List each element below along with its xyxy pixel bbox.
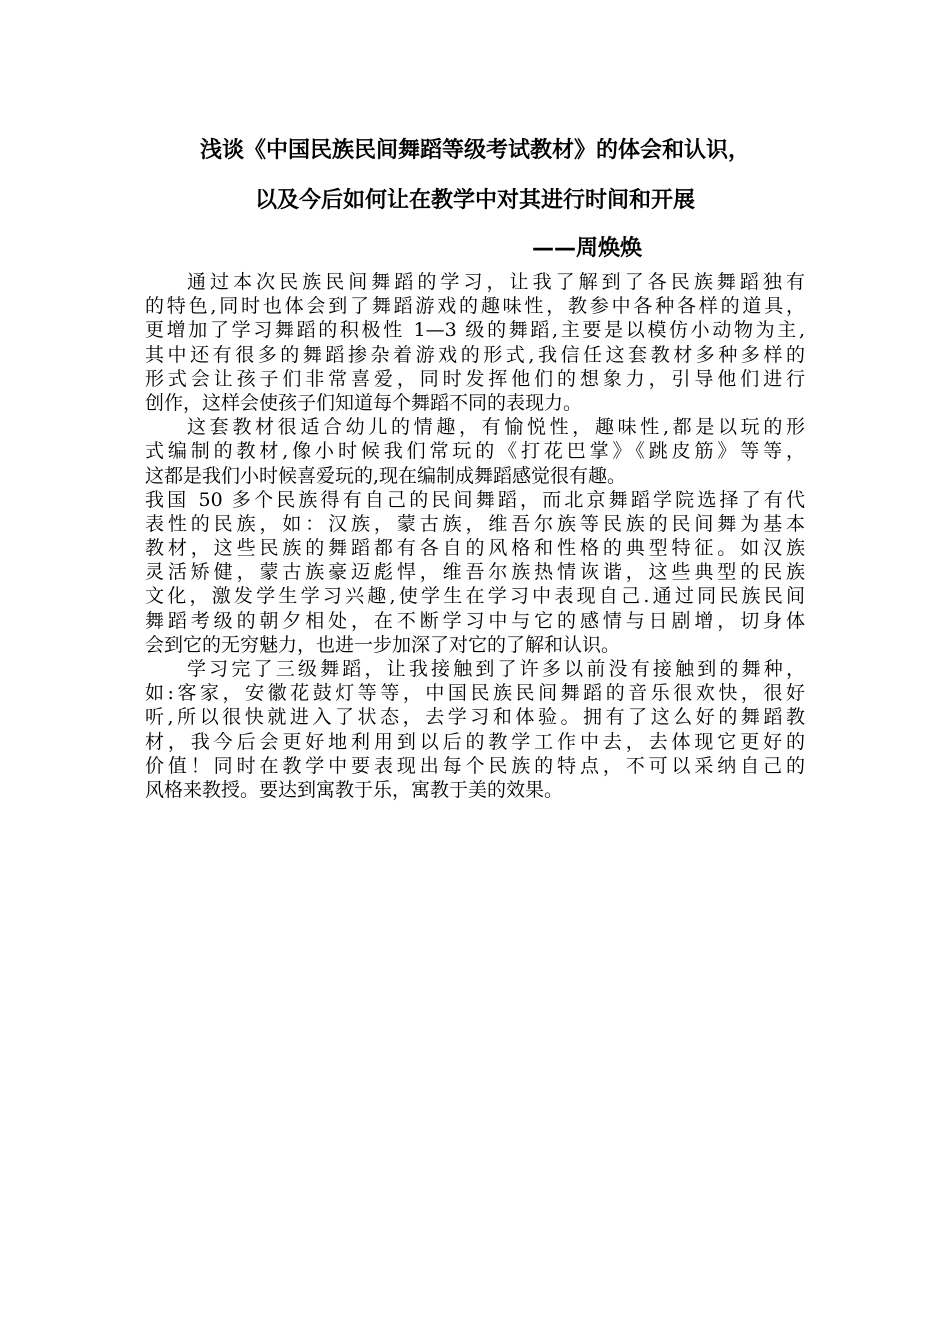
paragraph-line: 舞蹈考级的朝夕相处，在不断学习中与它的感情与日剧增，切身体 bbox=[145, 609, 805, 632]
paragraph-line: 表性的民族，如：汉族，蒙古族，维吾尔族等民族的民间舞为基本 bbox=[145, 512, 805, 535]
paragraph-line: 创作，这样会使孩子们知道每个舞蹈不同的表现力。 bbox=[145, 391, 583, 414]
paragraph-line: 式编制的教材,像小时候我们常玩的《打花巴掌》《跳皮筋》等等， bbox=[145, 440, 805, 463]
paragraph-line: 教材，这些民族的舞蹈都有各自的风格和性格的典型特征。如汉族 bbox=[145, 537, 805, 560]
paragraph-line: 形式会让孩子们非常喜爱，同时发挥他们的想象力，引导他们进行 bbox=[145, 367, 805, 390]
paragraph-line: 灵活矫健，蒙古族豪迈彪悍，维吾尔族热情诙谐，这些典型的民族 bbox=[145, 561, 805, 584]
paragraph-line: 这套教材很适合幼儿的情趣，有愉悦性，趣味性,都是以玩的形 bbox=[187, 416, 805, 439]
paragraph-line: 通过本次民族民间舞蹈的学习，让我了解到了各民族舞蹈独有 bbox=[187, 271, 805, 293]
paragraph-line: 会到它的无穷魅力，也进一步加深了对它的了解和认识。 bbox=[145, 633, 621, 656]
paragraph-line: 的特色,同时也体会到了舞蹈游戏的趣味性，教参中各种各样的道具， bbox=[145, 295, 805, 318]
paragraph-line: 我国 50 多个民族得有自己的民间舞蹈，而北京舞蹈学院选择了有代 bbox=[145, 488, 805, 511]
paragraph bbox=[145, 270, 805, 415]
document-body bbox=[145, 270, 805, 802]
paragraph-line: 听,所以很快就进入了状态，去学习和体验。拥有了这么好的舞蹈教 bbox=[145, 706, 805, 729]
paragraph-line: 如:客家，安徽花鼓灯等等，中国民族民间舞蹈的音乐很欢快，很好 bbox=[145, 682, 805, 705]
paragraph-line: 文化，激发学生学习兴趣,使学生在学习中表现自己.通过同民族民间 bbox=[145, 585, 805, 608]
paragraph bbox=[145, 657, 805, 802]
paragraph bbox=[145, 488, 805, 657]
paragraph-line: 其中还有很多的舞蹈掺杂着游戏的形式,我信任这套教材多种多样的 bbox=[145, 343, 805, 366]
paragraph-line: 这都是我们小时候喜爱玩的,现在编制成舞蹈感觉很有趣。 bbox=[145, 464, 627, 487]
paragraph-line: 学习完了三级舞蹈，让我接触到了许多以前没有接触到的舞种， bbox=[187, 658, 805, 680]
paragraph bbox=[145, 415, 805, 488]
document-author: ——周焕焕 bbox=[532, 236, 643, 261]
paragraph-line: 材，我今后会更好地利用到以后的教学工作中去，去体现它更好的 bbox=[145, 730, 805, 753]
paragraph-line: 更增加了学习舞蹈的积极性 1—3 级的舞蹈,主要是以模仿小动物为主, bbox=[145, 319, 805, 342]
paragraph-line: 价值！同时在教学中要表现出每个民族的特点，不可以采纳自己的 bbox=[145, 754, 805, 777]
document-title-line-2: 以及今后如何让在教学中对其进行时间和开展 bbox=[254, 188, 695, 213]
document-title-line-1: 浅谈《中国民族民间舞蹈等级考试教材》的体会和认识， bbox=[199, 138, 750, 163]
paragraph-line: 风格来教授。要达到寓教于乐，寓教于美的效果。 bbox=[145, 778, 564, 801]
